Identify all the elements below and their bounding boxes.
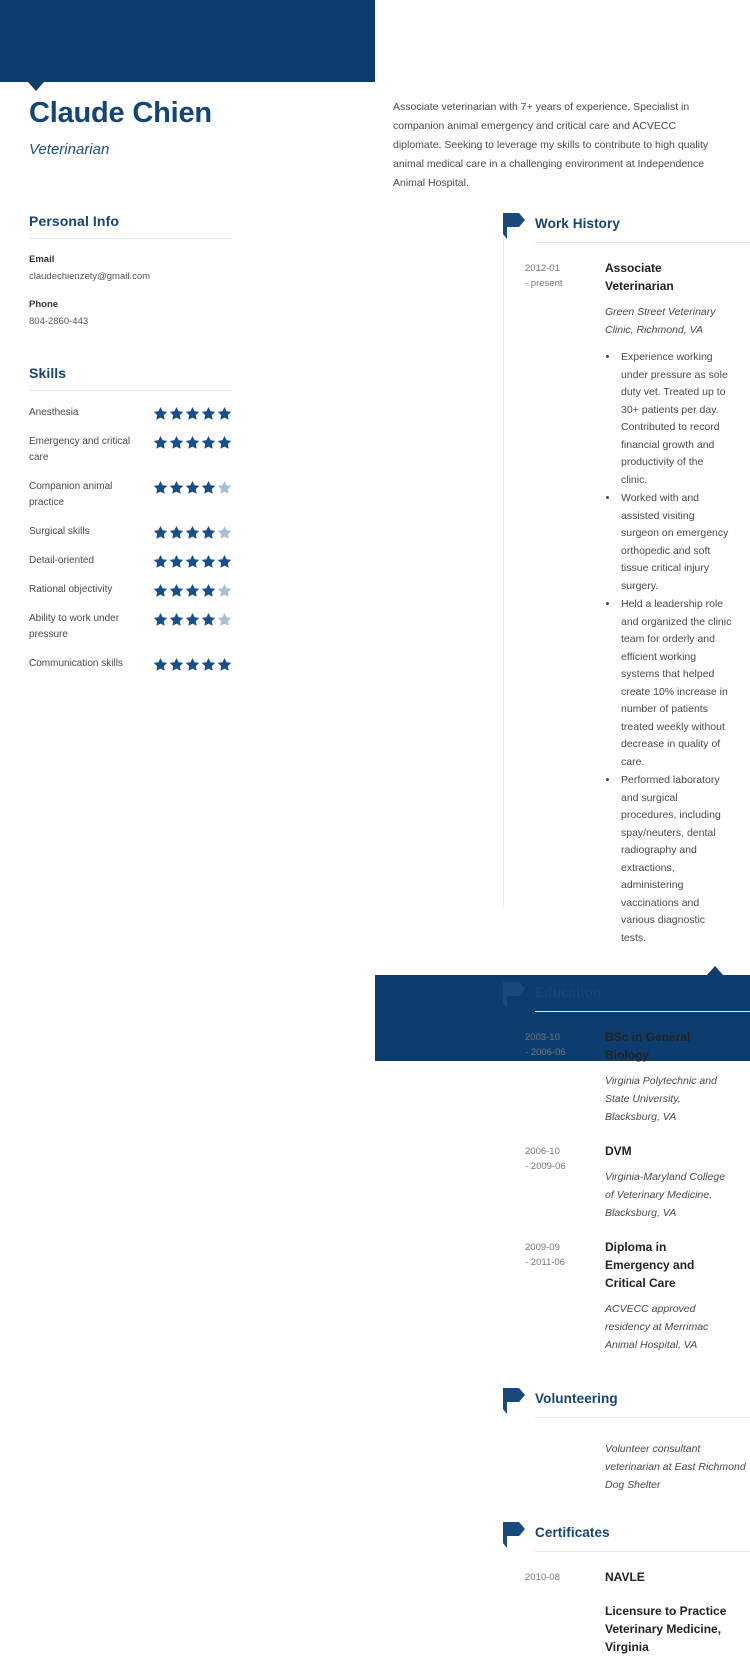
certificates-entries — [262, 1568, 750, 1656]
skill-rating — [153, 582, 232, 598]
flag-icon — [503, 982, 525, 1008]
skill-row — [29, 553, 232, 569]
date-end: - 2009-06 — [525, 1161, 566, 1172]
skill-rating — [153, 524, 232, 540]
flag-icon — [503, 213, 525, 239]
skill-label: Surgical skills — [29, 526, 90, 537]
star-filled-icon — [201, 525, 216, 540]
entry-date — [525, 1568, 605, 1586]
skill-row — [29, 434, 232, 466]
skills-list — [29, 405, 232, 672]
summary-text: Associate veterinarian with 7+ years of experience. Specialist in companion animal emergency and critical care and ACVECC diplomate. Seeking to leverage my skills to contribute to high quality animal medical care in a challenging environment at Independence Animal Hospital. — [393, 101, 709, 189]
star-filled-icon — [185, 525, 200, 540]
skill-row — [29, 524, 232, 540]
education-section — [262, 982, 750, 1354]
skill-rating — [153, 553, 232, 569]
spacer — [262, 1354, 750, 1388]
star-empty-icon — [217, 525, 232, 540]
entry-date — [525, 1602, 605, 1656]
star-filled-icon — [201, 480, 216, 495]
certificates-header — [262, 1522, 750, 1544]
volunteering-entries — [262, 1440, 750, 1494]
entry-subtitle: Virginia-Maryland College of Veterinary Medicine, Blacksburg, VA — [605, 1171, 726, 1219]
star-filled-icon — [153, 612, 168, 627]
top-banner — [0, 0, 375, 82]
resume-header — [0, 95, 750, 193]
work-entry — [262, 259, 750, 948]
entry-title: Associate Veterinarian — [605, 261, 674, 293]
divider — [535, 1551, 750, 1552]
header-summary — [375, 95, 735, 193]
page-title: Claude Chien — [29, 97, 212, 129]
entry-date — [525, 1142, 605, 1222]
skill-label: Communication skills — [29, 658, 123, 669]
education-entry — [262, 1028, 750, 1126]
star-filled-icon — [185, 583, 200, 598]
star-filled-icon — [153, 406, 168, 421]
work-history-header — [262, 213, 750, 235]
star-filled-icon — [217, 554, 232, 569]
resume-body — [0, 213, 750, 1656]
star-filled-icon — [153, 525, 168, 540]
work-bullet: • Held a leadership role and organized the clinic team for orderly and efficient working systems that helped create 10% increase in number of patients treated weekly without decrease in quality of care. — [619, 596, 732, 771]
star-filled-icon — [185, 480, 200, 495]
certificate-entry — [262, 1602, 750, 1656]
spacer — [262, 1494, 750, 1522]
info-label: Phone — [29, 299, 59, 310]
skill-label: Ability to work under pressure — [29, 613, 120, 640]
volunteering-header — [262, 1388, 750, 1410]
skill-row — [29, 582, 232, 598]
star-filled-icon — [201, 612, 216, 627]
work-bullet: • Experience working under pressure as sole duty vet. Treated up to 30+ patients per day. Contributed to record financial growth and productivity of the clinic. — [619, 349, 732, 489]
education-entry — [262, 1238, 750, 1354]
entry-title: BSc in General Biology — [605, 1030, 691, 1062]
info-value[interactable]: claudechienzety@gmail.com — [29, 271, 151, 282]
spacer — [262, 948, 750, 982]
star-filled-icon — [169, 583, 184, 598]
star-filled-icon — [169, 480, 184, 495]
star-filled-icon — [201, 657, 216, 672]
skills-heading: Skills — [29, 365, 67, 381]
entry-date — [525, 1238, 605, 1354]
volunteering-text: Volunteer consultant veterinarian at East Richmond Dog Shelter — [605, 1443, 746, 1491]
header-identity — [0, 95, 375, 193]
date-end: - 2011-06 — [525, 1257, 565, 1268]
certificate-title: Licensure to Practice Veterinary Medicine, Virginia — [605, 1604, 727, 1654]
skill-row — [29, 656, 232, 672]
skill-rating — [153, 611, 232, 627]
date-end: - present — [525, 278, 563, 289]
entry-main — [605, 1568, 750, 1586]
info-value[interactable]: 804-2860-443 — [29, 316, 89, 327]
sidebar — [0, 213, 252, 685]
star-filled-icon — [169, 435, 184, 450]
certificates-section — [262, 1522, 750, 1656]
entry-subtitle: Virginia Polytechnic and State University, Blacksburg, VA — [605, 1075, 717, 1123]
skill-label: Emergency and critical care — [29, 436, 131, 463]
skill-rating — [153, 405, 232, 421]
entry-title: DVM — [605, 1144, 632, 1158]
flag-icon — [503, 1522, 525, 1548]
star-filled-icon — [217, 657, 232, 672]
star-filled-icon — [185, 435, 200, 450]
star-empty-icon — [217, 612, 232, 627]
skill-rating — [153, 656, 232, 672]
personal-info-heading: Personal Info — [29, 213, 119, 229]
star-filled-icon — [185, 612, 200, 627]
star-filled-icon — [153, 583, 168, 598]
skill-row — [29, 479, 232, 511]
star-filled-icon — [217, 406, 232, 421]
skill-rating — [153, 479, 232, 495]
personal-info-section — [29, 213, 232, 330]
star-filled-icon — [201, 435, 216, 450]
divider — [535, 242, 750, 243]
top-banner-notch — [28, 82, 44, 91]
entry-date — [525, 259, 605, 948]
entry-main — [605, 1028, 750, 1126]
volunteering-entry — [262, 1440, 750, 1494]
date-start: 2010-08 — [525, 1572, 560, 1583]
section-title: Volunteering — [535, 1391, 618, 1406]
volunteering-section — [262, 1388, 750, 1494]
star-filled-icon — [153, 435, 168, 450]
star-filled-icon — [185, 406, 200, 421]
star-filled-icon — [185, 657, 200, 672]
section-title: Certificates — [535, 1525, 610, 1540]
date-start: 2006-10 — [525, 1146, 560, 1157]
entry-subtitle: ACVECC approved residency at Merrimac Animal Hospital, VA — [605, 1303, 709, 1351]
star-filled-icon — [185, 554, 200, 569]
work-history-section — [262, 213, 750, 948]
section-title: Work History — [535, 216, 620, 231]
education-header — [262, 982, 750, 1004]
star-filled-icon — [153, 554, 168, 569]
star-filled-icon — [169, 554, 184, 569]
skill-label: Companion animal practice — [29, 481, 113, 508]
certificate-entry — [262, 1568, 750, 1586]
entry-main — [605, 1602, 750, 1656]
skill-label: Anesthesia — [29, 407, 79, 418]
star-filled-icon — [169, 406, 184, 421]
entry-main — [605, 1238, 750, 1354]
divider — [29, 238, 232, 239]
date-start: 2012-01 — [525, 263, 560, 274]
skill-row — [29, 405, 232, 421]
work-history-entries — [262, 259, 750, 948]
entry-subtitle: Green Street Veterinary Clinic, Richmond, VA — [605, 306, 716, 336]
divider — [535, 1011, 750, 1012]
info-label: Email — [29, 254, 55, 265]
star-empty-icon — [217, 480, 232, 495]
entry-title: Diploma in Emergency and Critical Care — [605, 1240, 695, 1290]
entry-bullets — [605, 349, 732, 947]
star-filled-icon — [169, 657, 184, 672]
skills-section — [29, 365, 232, 672]
star-filled-icon — [201, 406, 216, 421]
divider — [535, 1417, 750, 1418]
work-bullet: • Worked with and assisted visiting surgeon on emergency orthopedic and soft tissue critical injury surgery. — [619, 490, 732, 595]
skill-label: Rational objectivity — [29, 584, 113, 595]
star-empty-icon — [217, 583, 232, 598]
personal-info-item — [29, 253, 232, 285]
star-filled-icon — [169, 525, 184, 540]
date-end: - 2006-06 — [525, 1047, 566, 1058]
education-entry — [262, 1142, 750, 1222]
work-bullet: • Performed laboratory and surgical procedures, including spay/neuters, dental radiography and extractions, administering vaccinations and various diagnostic tests. — [619, 772, 732, 947]
personal-info-fields — [29, 253, 232, 330]
main-column — [252, 213, 750, 1656]
date-start: 2009-09 — [525, 1242, 560, 1253]
personal-info-item — [29, 298, 232, 330]
education-entries — [262, 1028, 750, 1354]
entry-main — [605, 259, 750, 948]
certificate-title: NAVLE — [605, 1570, 645, 1584]
divider — [29, 390, 232, 391]
star-filled-icon — [201, 583, 216, 598]
skill-row — [29, 611, 232, 643]
spacer — [29, 343, 232, 365]
star-filled-icon — [153, 657, 168, 672]
star-filled-icon — [169, 612, 184, 627]
entry-date — [525, 1028, 605, 1126]
skill-label: Detail-oriented — [29, 555, 95, 566]
job-title: Veterinarian — [29, 141, 110, 158]
entry-main — [605, 1142, 750, 1222]
date-start: 2003-10 — [525, 1032, 560, 1043]
section-title: Education — [535, 985, 602, 1000]
star-filled-icon — [217, 435, 232, 450]
flag-icon — [503, 1388, 525, 1414]
star-filled-icon — [201, 554, 216, 569]
star-filled-icon — [153, 480, 168, 495]
skill-rating — [153, 434, 232, 450]
